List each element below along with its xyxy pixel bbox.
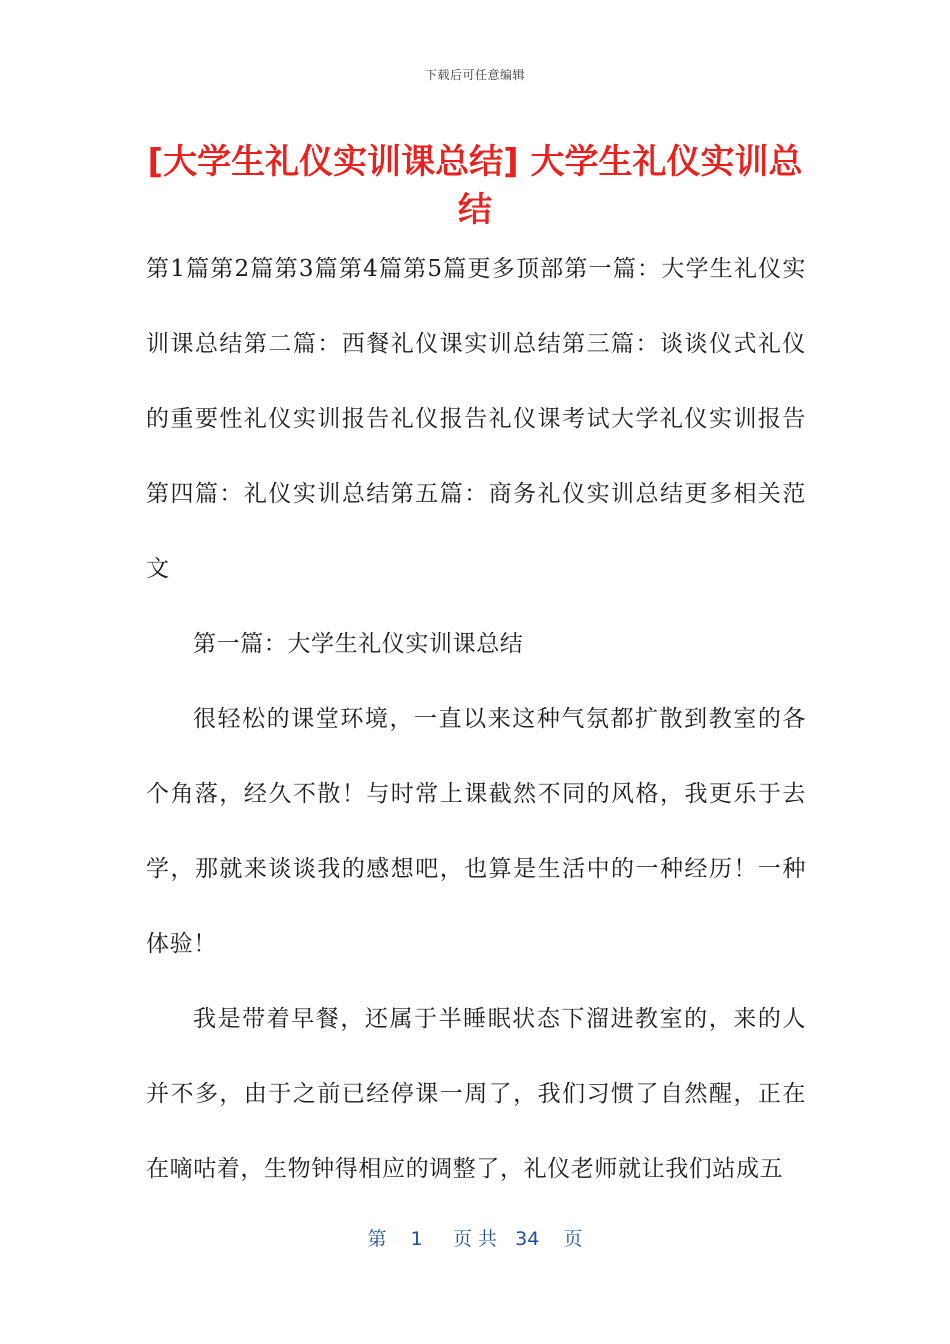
section-heading: 第一篇：大学生礼仪实训课总结 — [193, 631, 524, 657]
page-label-prefix: 第 — [367, 1228, 387, 1250]
current-page-number: 1 — [410, 1228, 423, 1250]
body-paragraph: 我是带着早餐，还属于半睡眠状态下溜进教室的，来的人并不多，由于之前已经停课一周了，我们习惯了自然醒，正在在嘀咕着，生物钟得相应的调整了，礼仪老师就让我们站成五 — [146, 1006, 806, 1182]
total-pages-number: 34 — [515, 1228, 540, 1250]
document-body — [146, 232, 806, 1207]
page-label-middle: 页 共 — [452, 1228, 498, 1250]
page-footer — [0, 1224, 950, 1251]
body-paragraph: 很轻松的课堂环境，一直以来这种气氛都扩散到教室的各个角落，经久不散！与时常上课截然不同的风格，我更乐于去学，那就来谈谈我的感想吧，也算是生活中的一种经历！一种体验！ — [146, 706, 806, 957]
document-title: [大学生礼仪实训课总结] 大学生礼仪实训总结 — [147, 142, 803, 230]
header-note: 下载后可任意编辑 — [424, 68, 525, 82]
table-of-contents-paragraph: 第1篇第2篇第3篇第4篇第5篇更多顶部第一篇：大学生礼仪实训课总结第二篇：西餐礼仪课实训总结第三篇：谈谈仪式礼仪的重要性礼仪实训报告礼仪报告礼仪课考试大学礼仪实训报告第四篇：礼仪实训总结第五篇：商务礼仪实训总结更多相关范文 — [146, 256, 806, 582]
page-label-suffix: 页 — [563, 1228, 583, 1250]
